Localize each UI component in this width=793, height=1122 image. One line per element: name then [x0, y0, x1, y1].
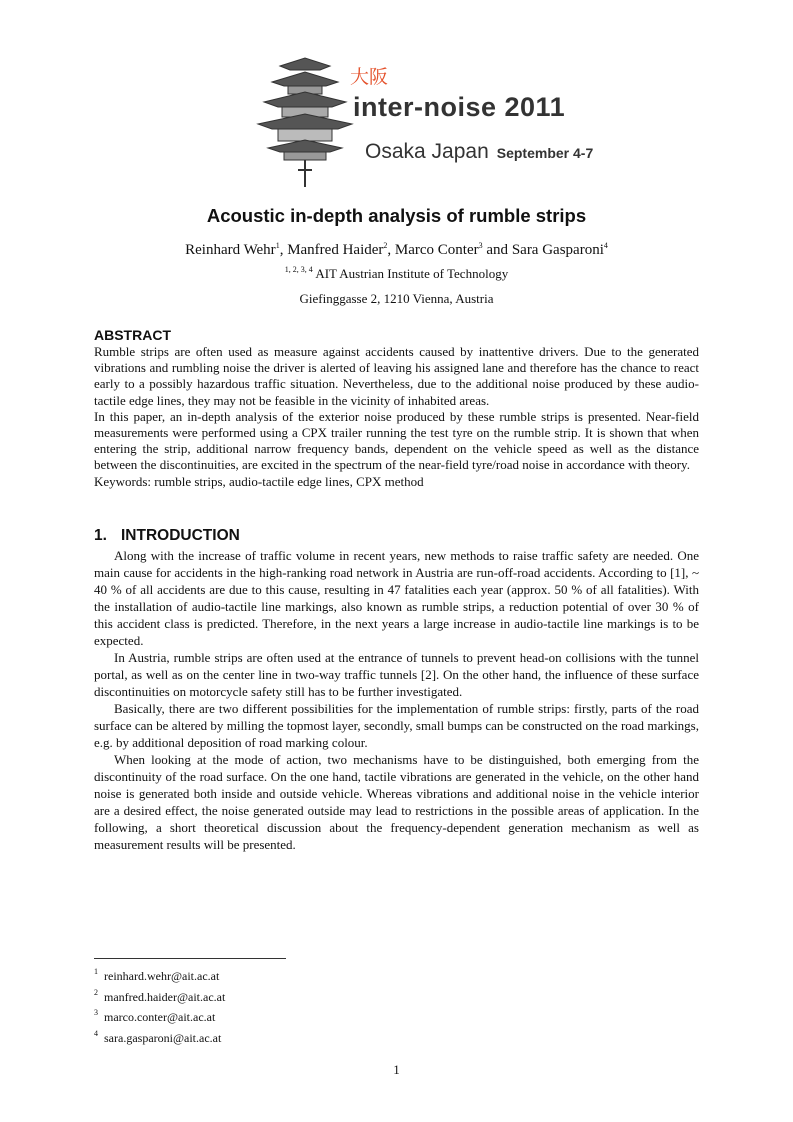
footnote-email: reinhard.wehr@ait.ac.at: [104, 969, 220, 983]
page-number: 1: [393, 1062, 400, 1077]
author-mark: 3: [478, 241, 483, 250]
logo-city: Osaka Japan: [365, 140, 489, 163]
footnote: [94, 985, 225, 1006]
author-mark: 4: [603, 241, 608, 250]
footnote-email: manfred.haider@ait.ac.at: [104, 989, 226, 1004]
affiliation: [0, 265, 793, 282]
author-sep: and: [482, 242, 512, 258]
section-number: 1.: [94, 527, 107, 544]
section-heading: [94, 527, 240, 545]
author-name: Marco Conter: [394, 242, 479, 258]
logo-kanji: 大阪: [350, 66, 389, 88]
body-paragraph: Along with the increase of traffic volume in recent years, new methods to raise traffic safety are needed. One main cause for accidents in the high-ranking road network in Austria are run-off-road accidents. According to [1], ~ 40 % of all accidents are due to this cause, resulting in 47 fatalities each year (approx. 50 % of all fatalities). With the installation of audio-tactile line markings, also known as rumble strips, a reduction potential of over 30 % of this accident class is predicted. Therefore, in the next years a large increase in audio-tactile line markings is to be expected.: [94, 548, 699, 648]
paper-title: Acoustic in-depth analysis of rumble strips: [206, 205, 587, 226]
footnote-email: sara.gasparoni@ait.ac.at: [104, 1030, 222, 1045]
abstract-paragraph: Rumble strips are often used as measure against accidents caused by inattentive drivers. Due to the generated vibrations and rumbling noise the driver is alerted of leaving his assigned lane and therefore has the chance to react early to a possibly hazardous traffic situation. Nevertheless, due to the additional noise produced by these audio-tactile edge lines, they may not be feasible in the vicinity of inhabited areas.: [94, 344, 699, 408]
footnote: [94, 1005, 225, 1026]
author-sep: ,: [387, 242, 395, 258]
footnote-mark: 2: [94, 987, 98, 997]
footnotes: [94, 964, 225, 1046]
logo-dates: September 4-7: [496, 145, 594, 161]
footnote: [94, 964, 225, 985]
body-paragraph: When looking at the mode of action, two mechanisms have to be distinguished, both emerging from the discontinuity of the road surface. On the one hand, tactile vibrations are generated in the vehicle, on the other hand noise is generated both inside and outside vehicle. Whereas vibrations and additional noise in the vehicle interior are a desired effect, the noise generated outside may lead to restrictions in the possible areas of application. In the following, a short theoretical discussion about the frequency-dependent generation mechanism as well as measurement results will be presented.: [94, 752, 699, 852]
author-mark: 2: [383, 241, 388, 250]
conference-logo: [250, 52, 600, 192]
body-paragraph: Basically, there are two different possibilities for the implementation of rumble strips: firstly, parts of the road surface can be altered by milling the topmost layer, secondly, small bumps can be constructed on the road markings, e.g. by additional deposition of road marking colour.: [94, 701, 699, 750]
abstract-paragraph: In this paper, an in-depth analysis of the exterior noise produced by these rumble strips is presented. Near-field measurements were performed using a CPX trailer running the test tyre on the rumble strip. It is shown that when entering the strip, additional narrow frequency bands, dependent on the vehicle speed as well as the distance between the discontinuities, are excited in the spectrum of the near-field tyre/road noise in accordance with theory.: [94, 408, 699, 473]
affiliation-address: Giefinggasse 2, 1210 Vienna, Austria: [299, 291, 494, 306]
author-list: [0, 241, 793, 259]
section-body: [94, 547, 699, 853]
body-paragraph: In Austria, rumble strips are often used at the entrance of tunnels to prevent head-on collisions with the tunnel portal, as well as on the center line in two-way traffic tunnels [2]. On the other hand, the influence of these surface discontinuities on motorcycle safety still has to be further investigated.: [94, 650, 699, 699]
affiliation-name: AIT Austrian Institute of Technology: [315, 266, 509, 281]
abstract-keywords: Keywords: rumble strips, audio-tactile edge lines, CPX method: [94, 473, 424, 489]
osaka-castle-icon: [250, 52, 360, 192]
footnote-email: marco.conter@ait.ac.at: [104, 1010, 216, 1024]
abstract-body: [94, 344, 699, 490]
author-name: Sara Gasparoni: [511, 242, 604, 258]
author-sep: ,: [279, 242, 288, 258]
affiliation-marks: 1, 2, 3, 4: [284, 265, 313, 274]
footnote-divider: [94, 958, 286, 959]
author-name: Manfred Haider: [287, 242, 384, 258]
logo-location: [365, 140, 593, 164]
footnote: [94, 1026, 225, 1047]
footnote-mark: 4: [94, 1028, 98, 1038]
author-name: Reinhard Wehr: [185, 242, 276, 258]
footnote-mark: 1: [94, 967, 98, 976]
author-mark: 1: [275, 241, 280, 250]
footnote-mark: 3: [94, 1008, 98, 1017]
logo-title: inter-noise 2011: [353, 92, 566, 122]
section-title: INTRODUCTION: [121, 527, 240, 544]
abstract-heading: ABSTRACT: [94, 327, 171, 343]
